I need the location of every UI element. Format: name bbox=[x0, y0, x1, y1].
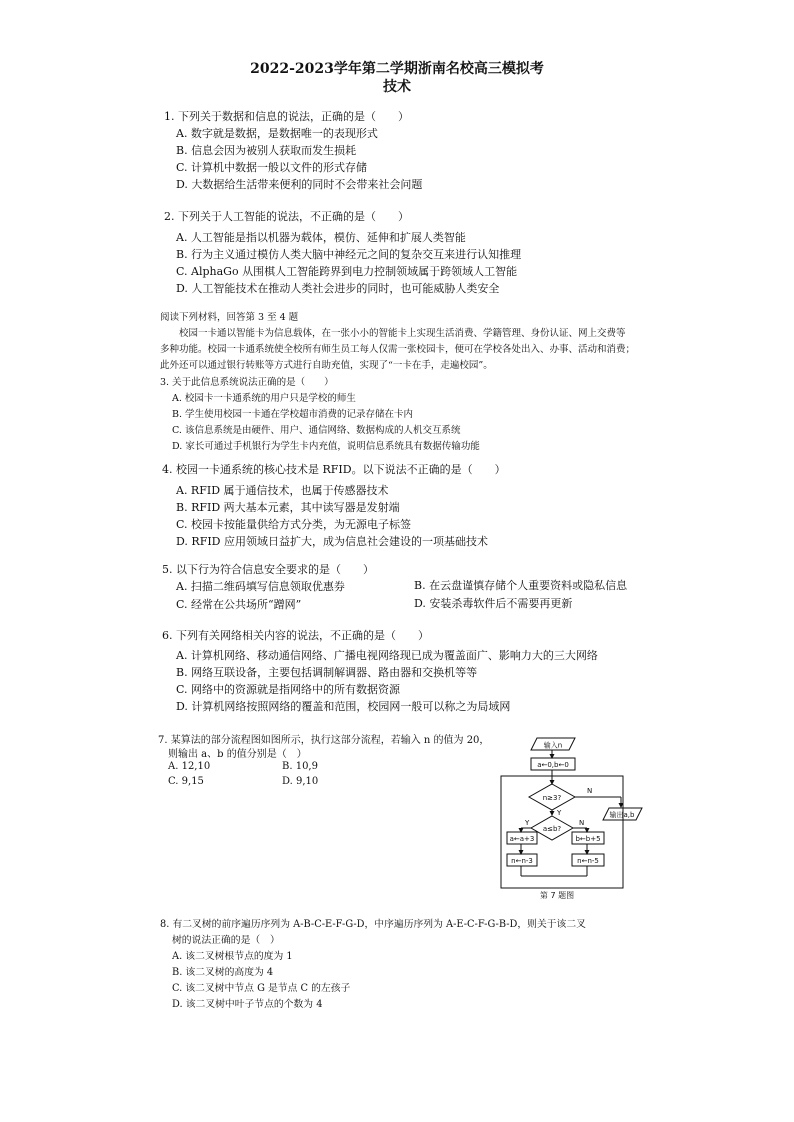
question-stem-line-2: 树的说法正确的是（ ） bbox=[172, 935, 280, 946]
question-stem-line-1: 8. 有二叉树的前序遍历序列为 A-B-C-E-F-G-D，中序遍历序列为 A-E-C-F-G-B-D，则关于该二叉 bbox=[160, 919, 586, 930]
question-stem: 6. 下列有关网络相关内容的说法，不正确的是（ ） bbox=[162, 629, 429, 642]
option-d: D. RFID 应用领域日益扩大，成为信息社会建设的一项基础技术 bbox=[176, 535, 488, 548]
option-d: D. 安装杀毒软件后不需要再更新 bbox=[414, 597, 573, 610]
option-a: A. 12,10 bbox=[168, 761, 211, 772]
option-b: B. 信息会因为被别人获取而发生损耗 bbox=[176, 144, 357, 157]
option-d: D. 家长可通过手机银行为学生卡内充值，说明信息系统具有数据传输功能 bbox=[172, 441, 480, 452]
option-a: A. 数字就是数据，是数据唯一的表现形式 bbox=[176, 127, 378, 140]
passage-line-3: 此外还可以通过银行转账等方式进行自助充值，实现了“一卡在手，走遍校园”。 bbox=[160, 360, 493, 371]
option-b: B. 行为主义通过模仿人类大脑中神经元之间的复杂交互来进行认知推理 bbox=[176, 248, 522, 261]
option-b: B. 该二叉树的高度为 4 bbox=[172, 967, 274, 978]
flow-step-a-label: a←a+3 bbox=[509, 835, 535, 843]
question-stem: 5. 以下行为符合信息安全要求的是（ ） bbox=[162, 563, 374, 576]
option-a: A. 人工智能是指以机器为载体，模仿、延伸和扩展人类智能 bbox=[176, 231, 466, 244]
option-d: D. 9,10 bbox=[282, 776, 319, 787]
flow-output-label: 输出a,b bbox=[609, 811, 635, 819]
flow-step-b-label: b←b+5 bbox=[575, 835, 601, 843]
option-c: C. 9,15 bbox=[168, 776, 204, 787]
flow-dec-right-label: n←n-5 bbox=[577, 857, 599, 865]
option-d: D. 计算机网络按照网络的覆盖和范围，校园网一般可以称之为局域网 bbox=[176, 700, 511, 713]
option-a: A. RFID 属于通信技术，也属于传感器技术 bbox=[176, 484, 389, 497]
option-b: B. 在云盘谨慎存储个人重要资料或隐私信息 bbox=[414, 579, 628, 592]
option-d: D. 该二叉树中叶子节点的个数为 4 bbox=[172, 999, 323, 1010]
flowchart-caption: 第 7 题图 bbox=[539, 891, 575, 900]
question-stem: 3. 关于此信息系统说法正确的是（ ） bbox=[160, 377, 334, 388]
option-c: C. 校园卡按能量供给方式分类，为无源电子标签 bbox=[176, 518, 412, 531]
option-c: C. AlphaGo 从围棋人工智能跨界到电力控制领域属于跨领域人工智能 bbox=[176, 265, 518, 278]
option-b: B. 网络互联设备，主要包括调制解调器、路由器和交换机等等 bbox=[176, 666, 478, 679]
option-c: C. 计算机中数据一般以文件的形式存储 bbox=[176, 161, 368, 174]
question-stem: 2. 下列关于人工智能的说法，不正确的是（ ） bbox=[164, 210, 409, 223]
option-c: C. 该二叉树中节点 G 是节点 C 的左孩子 bbox=[172, 983, 351, 994]
passage-line-2: 多种功能。校园一卡通系统使全校所有师生员工每人仅需一张校园卡，便可在学校各处出入、办事、活动和消费； bbox=[160, 344, 636, 355]
question-stem-line-1: 7. 某算法的部分流程图如图所示，执行这部分流程，若输入 n 的值为 20， bbox=[158, 735, 490, 746]
option-b: B. RFID 两大基本元素，其中读写器是发射端 bbox=[176, 501, 400, 514]
option-a: A. 计算机网络、移动通信网络、广播电视网络现已成为覆盖面广、影响力大的三大网络 bbox=[176, 649, 598, 662]
option-a: A. 校园卡一卡通系统的用户只是学校的师生 bbox=[172, 393, 356, 404]
option-b: B. 学生使用校园一卡通在学校超市消费的记录存储在卡内 bbox=[172, 409, 414, 420]
option-d: D. 大数据给生活带来便利的同时不会带来社会问题 bbox=[176, 178, 423, 191]
option-a: A. 扫描二维码填写信息领取优惠券 bbox=[176, 580, 345, 593]
flow-yes-label-1: Y bbox=[557, 809, 562, 817]
flowchart-diagram bbox=[495, 730, 655, 902]
exam-title: 2022-2023学年第二学期浙南名校高三模拟考 bbox=[250, 61, 544, 77]
flow-cond2-label: a≤b? bbox=[542, 825, 562, 833]
flow-init-label: a←0,b←0 bbox=[537, 761, 569, 769]
flow-input-label: 输入n bbox=[543, 741, 563, 750]
passage-line-1: 校园一卡通以智能卡为信息载体，在一张小小的智能卡上实现生活消费、学籍管理、身份认证、网上交费等 bbox=[160, 328, 626, 339]
option-b: B. 10,9 bbox=[282, 761, 318, 772]
flow-no-label-1: N bbox=[587, 787, 593, 795]
option-c: C. 网络中的资源就是指网络中的所有数据资源 bbox=[176, 683, 401, 696]
option-d: D. 人工智能技术在推动人类社会进步的同时，也可能威胁人类安全 bbox=[176, 282, 500, 295]
flow-cond1-label: n≥3? bbox=[542, 794, 562, 802]
option-a: A. 该二叉树根节点的度为 1 bbox=[172, 951, 293, 962]
option-c: C. 该信息系统是由硬件、用户、通信网络、数据构成的人机交互系统 bbox=[172, 425, 461, 436]
question-stem: 4. 校园一卡通系统的核心技术是 RFID。以下说法不正确的是（ ） bbox=[162, 463, 506, 476]
question-stem-line-2: 则输出 a、b 的值分别是（ ） bbox=[168, 749, 307, 760]
flow-no-label-2: N bbox=[579, 819, 585, 827]
question-stem: 1. 下列关于数据和信息的说法，正确的是（ ） bbox=[164, 110, 409, 123]
exam-subject: 技术 bbox=[383, 79, 411, 95]
flow-yes-label-2: Y bbox=[525, 819, 530, 827]
flow-dec-left-label: n←n-3 bbox=[511, 857, 533, 865]
reading-intro: 阅读下列材料，回答第 3 至 4 题 bbox=[160, 312, 299, 323]
option-c: C. 经常在公共场所“蹭网” bbox=[176, 598, 302, 611]
